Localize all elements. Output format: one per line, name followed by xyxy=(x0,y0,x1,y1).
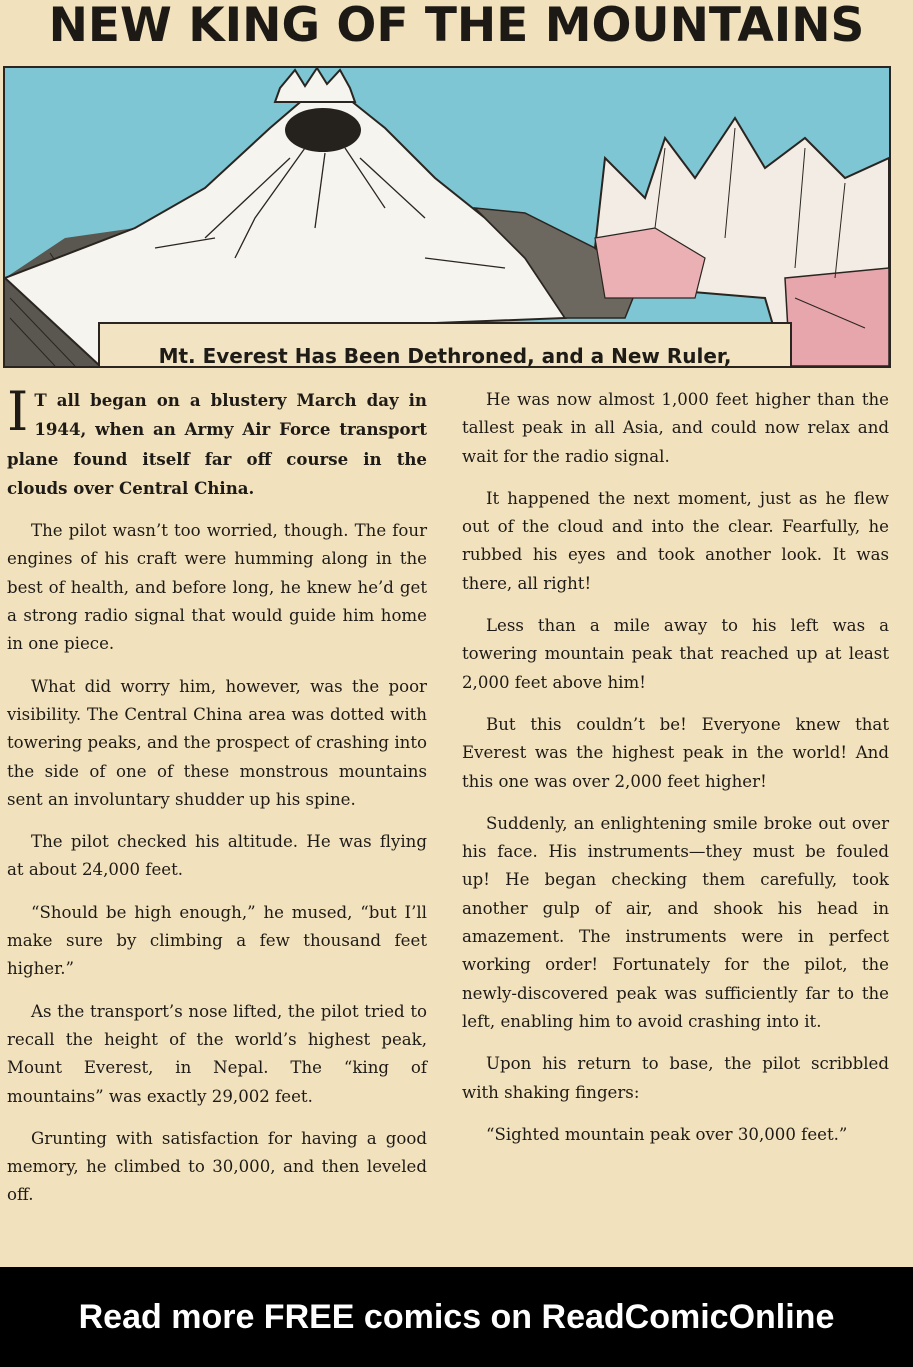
paragraph: As the transport’s nose lifted, the pilot tried to recall the height of the world’s highest peak, Mount Everest, in Nepal. The “king of mountains” was exactly 29,002 feet. xyxy=(7,1001,427,1106)
paragraph: What did worry him, however, was the poor visibility. The Central China area was dotted with towering peaks, and the prospect of crashing into the side of one of these monstrous mountains sent an involuntary shudder up his spine. xyxy=(7,676,427,809)
paragraph: It happened the next moment, just as he flew out of the cloud and into the clear. Fearfully, he rubbed his eyes and took another look. It was there, all right! xyxy=(462,488,889,593)
read-more-link[interactable]: Read more FREE comics on ReadComicOnline xyxy=(78,1298,835,1336)
paragraph: Suddenly, an enlightening smile broke out over his face. His instruments—they must be fouled up! He began checking them carefully, took another gulp of air, and shook his head in amazement. The instruments were in perfect working order! Fortunately for the pilot, the newly-discovered peak was sufficiently far to the left, enabling him to avoid crashing into it. xyxy=(462,813,889,1031)
paragraph: He was now almost 1,000 feet higher than the tallest peak in all Asia, and could now relax and wait for the radio signal. xyxy=(462,390,889,466)
left-column xyxy=(7,380,427,1224)
promo-footer xyxy=(0,1267,913,1367)
right-column xyxy=(462,386,889,1163)
page-title: NEW KING OF THE MOUNTAINS xyxy=(48,0,865,53)
paragraph: Less than a mile away to his left was a towering mountain peak that reached up at least 2,000 feet above him! xyxy=(462,616,889,692)
drop-cap: I xyxy=(7,380,29,443)
paragraph: Grunting with satisfaction for having a good memory, he climbed to 30,000, and then leveled off. xyxy=(7,1128,427,1205)
paragraph: “Should be high enough,” he mused, “but I’ll make sure by climbing a few thousand feet higher.” xyxy=(7,902,427,979)
paragraph: I T all began on a blustery March day in 1944, when an Army Air Force transport plane found itself far off course in the clouds over Central China. xyxy=(7,380,427,498)
paragraph: Upon his return to base, the pilot scribbled with shaking fingers: xyxy=(462,1054,889,1102)
panel-caption xyxy=(98,322,792,368)
paragraph: The pilot checked his altitude. He was flying at about 24,000 feet. xyxy=(7,832,427,880)
paragraph: But this couldn’t be! Everyone knew that Everest was the highest peak in the world! And this one was over 2,000 feet higher! xyxy=(462,714,889,791)
paragraph: “Sighted mountain peak over 30,000 feet.” xyxy=(486,1124,848,1144)
paragraph: The pilot wasn’t too worried, though. The four engines of his craft were humming along in the best of health, and before long, he knew he’d get a strong radio signal that would guide him home in one piece. xyxy=(7,521,427,654)
caption-line-1: Mt. Everest Has Been Dethroned, and a New Ruler, xyxy=(158,344,732,368)
illustration-panel xyxy=(3,66,891,368)
